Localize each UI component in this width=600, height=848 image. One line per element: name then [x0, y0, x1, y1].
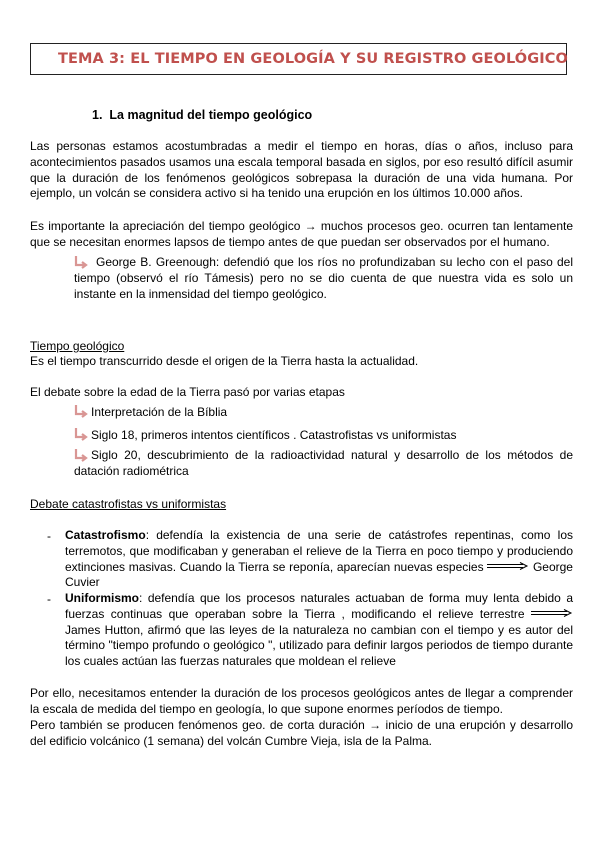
section-title: La magnitud del tiempo geológico	[109, 108, 313, 122]
tiempo-geologico-definition: Es el tiempo transcurrido desde el origen de la Tierra hasta la actualidad.	[30, 354, 419, 368]
catastrofismo-term: Catastrofismo	[65, 528, 146, 542]
importance-paragraph: Es importante la apreciación del tiempo geológico → muchos procesos geo. ocurren tan lentamente que se necesitan enormes lapsos de tiempo antes de que puedan ser observados por el humano.	[30, 219, 573, 249]
list-dash: -	[47, 592, 51, 606]
stage-item: Siglo 18, primeros intentos científicos . Catastrofistas vs uniformistas	[74, 427, 456, 444]
stage-item: Interpretación de la Bíblia	[74, 404, 227, 421]
arrow-icon	[74, 427, 91, 441]
double-arrow-icon	[487, 562, 529, 570]
section-number: 1.	[92, 108, 103, 122]
document-title: TEMA 3: EL TIEMPO EN GEOLOGÍA Y SU REGISTRO GEOLÓGICO	[58, 51, 568, 67]
list-dash: -	[47, 529, 51, 543]
section-heading	[92, 108, 312, 122]
short-duration-paragraph: Pero también se producen fenómenos geo. de corta duración → inicio de una erupción y desarrollo del edificio volcánico (1 semana) del volcán Cumbre Vieja, isla de la Palma.	[30, 718, 573, 748]
stage-item: Siglo 20, descubrimiento de la radioactividad natural y desarrollo de los métodos de datación radiométrica	[74, 448, 573, 478]
conclusion-paragraph: Por ello, necesitamos entender la duración de los procesos geológicos antes de llegar a comprender la escala de medida del tiempo en geología, lo que supone enormes períodos de tiempo.	[30, 686, 573, 716]
greenough-note: George B. Greenough: defendió que los ríos no profundizaban su lecho con el paso del tiempo (observó el río Támesis) pero no se dio cuenta de que nuestra vida es solo un instante en la inmensidad del tiempo geológico.	[74, 255, 573, 301]
arrow-icon	[74, 404, 91, 418]
debate-intro: El debate sobre la edad de la Tierra pasó por varias etapas	[30, 385, 345, 399]
uniformismo-term: Uniformismo	[65, 591, 140, 605]
tiempo-geologico-heading: Tiempo geológico	[30, 339, 125, 353]
intro-paragraph: Las personas estamos acostumbradas a medir el tiempo en horas, días o años, incluso para acontecimientos pasados usamos una escala temporal basada en siglos, por eso resultó difícil asumir que la duración de los fenómenos geológicos sobrepasa la duración de una vida humana. Por ejemplo, un volcán se considera activo si ha tenido una erupción en los últimos 10.000 años.	[30, 139, 573, 201]
double-arrow-icon	[531, 609, 573, 617]
uniformismo-item: Uniformismo: defendía que los procesos naturales actuaban de forma muy lenta debido a fuerzas continuas que operaban sobre la Tierra , modificando el relieve terrestre James Hutton, afirmó que las leyes de la naturaleza no cambian con el tiempo y es autor del término "tiempo profundo o geológico ", utilizado para definir largos periodos de tiempo durante los cuales actúan las fuerzas naturales que moldean el relieve	[65, 591, 573, 669]
catastrofismo-item: Catastrofismo: defendía la existencia de una serie de catástrofes repentinas, como los terremotos, que modificaban y generaban el relieve de la Tierra en poco tiempo y produciendo extinciones masivas. Cuando la Tierra se reponía, aparecían nuevas especies George Cuvier	[65, 528, 573, 590]
debate-heading: Debate catastrofistas vs uniformistas	[30, 497, 227, 511]
title-box	[30, 43, 567, 75]
